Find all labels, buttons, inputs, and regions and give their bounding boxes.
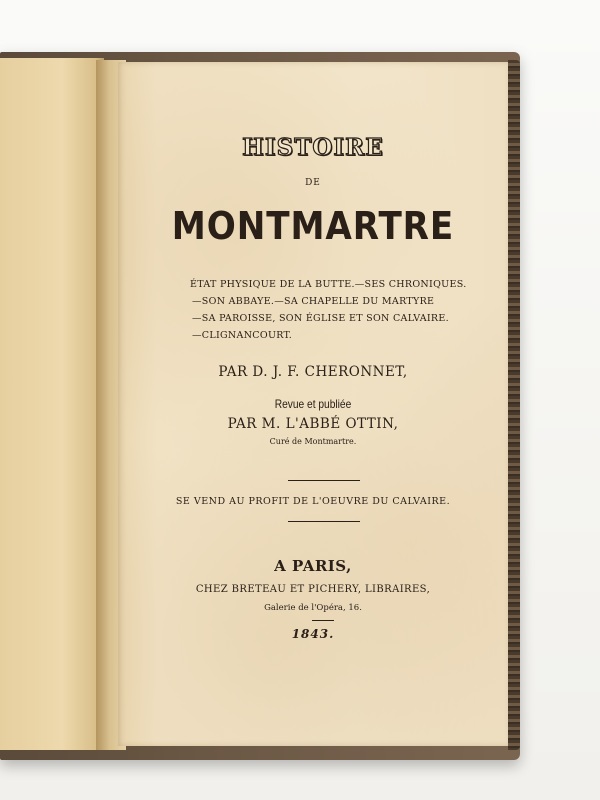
- divider-rule-short: [312, 620, 334, 621]
- subtitle-line: —SON ABBAYE.—SA CHAPELLE DU MARTYRE: [192, 296, 435, 307]
- editor-role: Curé de Montmartre.: [269, 437, 357, 446]
- title-page: [118, 62, 508, 746]
- flyleaf-page: [0, 58, 104, 750]
- editor-line: PAR M. L'ABBÉ OTTIN,: [227, 416, 399, 432]
- title-de: DE: [305, 178, 321, 188]
- subtitle-line: —CLIGNANCOURT.: [192, 330, 293, 341]
- subtitle-line: ÉTAT PHYSIQUE DE LA BUTTE.—SES CHRONIQUES.: [190, 279, 467, 290]
- title-line-montmartre: MONTMARTRE: [171, 204, 455, 248]
- sale-note: SE VEND AU PROFIT DE L'OEUVRE DU CALVAIRE.: [175, 496, 451, 507]
- divider-rule-bottom: [288, 521, 360, 522]
- address-line: Galerie de l'Opéra, 16.: [264, 603, 362, 613]
- revue-line: Revue et publiée: [274, 397, 352, 411]
- author-line: PAR D. J. F. CHERONNET,: [218, 364, 408, 380]
- title-line-histoire: HISTOIRE: [242, 134, 384, 161]
- subtitle-line: —SA PAROISSE, SON ÉGLISE ET SON CALVAIRE.: [192, 313, 449, 324]
- cover-edge: [508, 60, 520, 750]
- publication-year: 1843.: [291, 627, 335, 641]
- subtitle-block: [190, 276, 490, 344]
- place-line: A PARIS,: [274, 557, 352, 575]
- publisher-line: CHEZ BRETEAU ET PICHERY, LIBRAIRES,: [195, 584, 431, 595]
- divider-rule-top: [288, 480, 360, 481]
